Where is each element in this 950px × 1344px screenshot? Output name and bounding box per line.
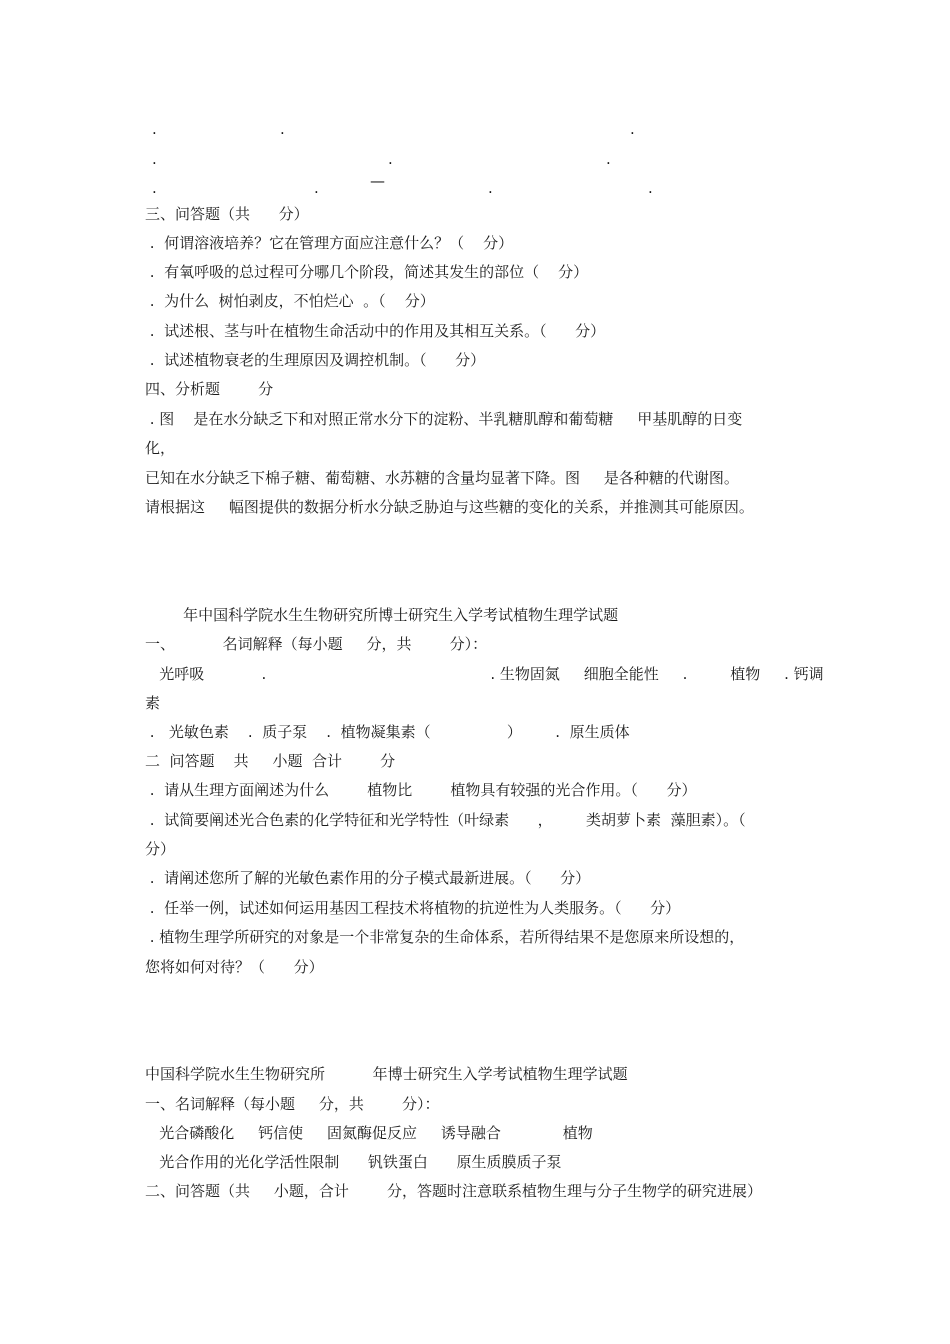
blank-dot: .	[488, 179, 493, 197]
blank-dot: .	[152, 120, 157, 138]
term-list: 光合磷酸化 钙信使 固氮酶促反应 诱导融合 植物	[145, 1124, 593, 1142]
section-heading: 二、问答题（共 小题，合计 分，答题时注意联系植物生理与分子生物学的研究进展）	[145, 1182, 762, 1200]
question-item: . 请从生理方面阐述为什么 植物比 植物具有较强的光合作用。（ 分）	[145, 781, 697, 799]
section-heading: 一、 名词解释（每小题 分，共 分）：	[145, 635, 488, 653]
blank-dot: .	[648, 179, 653, 197]
term-list: 光呼吸 . . 生物固氮 细胞全能性 . 植物 . 钙调	[145, 665, 824, 683]
analysis-question: 请根据这 幅图提供的数据分析水分缺乏胁迫与这些糖的变化的关系，并推测其可能原因。	[145, 498, 754, 516]
question-item: 分）	[145, 840, 176, 858]
question-item: . 试述植物衰老的生理原因及调控机制。（ 分）	[145, 351, 486, 369]
analysis-question: . 图 是在水分缺乏下和对照正常水分下的淀粉、半乳糖肌醇和葡萄糖 甲基肌醇的日变	[145, 410, 743, 428]
blank-dot: .	[280, 120, 285, 138]
section-heading: 四、分析题 分	[145, 380, 274, 398]
exam-title: 年中国科学院水生生物研究所博士研究生入学考试植物生理学试题	[145, 606, 619, 624]
section-heading: 一、名词解释（每小题 分，共 分）：	[145, 1095, 440, 1113]
question-item: . 植物生理学所研究的对象是一个非常复杂的生命体系，若所得结果不是您原来所设想的，	[145, 928, 745, 946]
blank-dot: .	[630, 120, 635, 138]
question-item: . 试简要阐述光合色素的化学特征和光学特性（叶绿素 ， 类胡萝卜素 藻胆素）。（	[145, 811, 746, 829]
question-item: . 试述根、茎与叶在植物生命活动中的作用及其相互关系。（ 分）	[145, 322, 606, 340]
blank-dot: .	[388, 150, 393, 168]
question-item: 您将如何对待？（ 分）	[145, 958, 324, 976]
section-heading: 三、问答题（共 分）	[145, 205, 309, 223]
analysis-question: 化，	[145, 439, 176, 457]
term-list: . 光敏色素 . 质子泵 . 植物凝集素（ ） . 原生质体	[145, 723, 630, 741]
blank-dot: .	[606, 150, 611, 168]
blank-dash: —	[370, 172, 385, 190]
section-heading: 二 问答题 共 小题 合计 分	[145, 752, 396, 770]
blank-dot: .	[314, 179, 319, 197]
blank-dot: .	[152, 179, 157, 197]
question-item: . 何谓溶液培养？它在管理方面应注意什么？（ 分）	[145, 234, 514, 252]
term-list: 素	[145, 694, 161, 712]
question-item: . 任举一例，试述如何运用基因工程技术将植物的抗逆性为人类服务。（ 分）	[145, 899, 681, 917]
analysis-question: 已知在水分缺乏下棉子糖、葡萄糖、水苏糖的含量均显著下降。图 是各种糖的代谢图。	[145, 469, 739, 487]
blank-dot: .	[152, 150, 157, 168]
question-item: . 有氧呼吸的总过程可分哪几个阶段，简述其发生的部位（ 分）	[145, 263, 589, 281]
question-item: . 为什么 树怕剥皮，不怕烂心 。（ 分）	[145, 292, 435, 310]
question-item: . 请阐述您所了解的光敏色素作用的分子模式最新进展。（ 分）	[145, 869, 591, 887]
exam-title: 中国科学院水生生物研究所 年博士研究生入学考试植物生理学试题	[145, 1065, 628, 1083]
term-list: 光合作用的光化学活性限制 钒铁蛋白 原生质膜质子泵	[145, 1153, 562, 1171]
